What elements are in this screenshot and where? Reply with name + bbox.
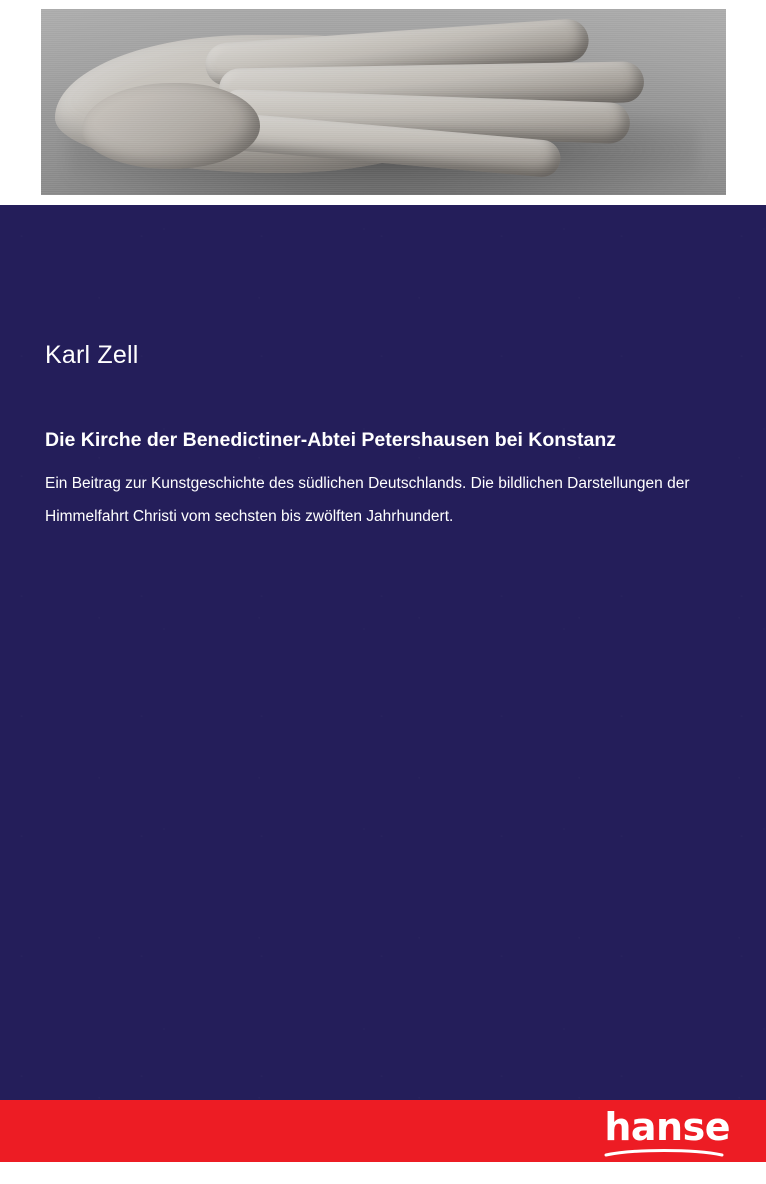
logo-swoosh-icon <box>604 1148 724 1158</box>
footer-white-strip <box>0 1162 766 1184</box>
cover-photo-band <box>0 0 766 205</box>
cover-main-panel <box>0 205 766 1100</box>
cover-text-block <box>45 340 705 533</box>
author-name: Karl Zell <box>45 341 139 369</box>
book-title: Die Kirche der Benedictiner-Abtei Petershausen bei Konstanz <box>45 429 617 451</box>
publisher-logo <box>604 1105 730 1158</box>
open-hand-photo <box>41 9 726 195</box>
book-subtitle: Ein Beitrag zur Kunstgeschichte des südlichen Deutschlands. Die bildlichen Darstellungen der Himmelfahrt Christi vom sechsten bis zwölften Jahrhundert. <box>45 475 690 525</box>
publisher-logo-text: hanse <box>604 1105 730 1149</box>
photo-grain-overlay <box>41 9 726 195</box>
